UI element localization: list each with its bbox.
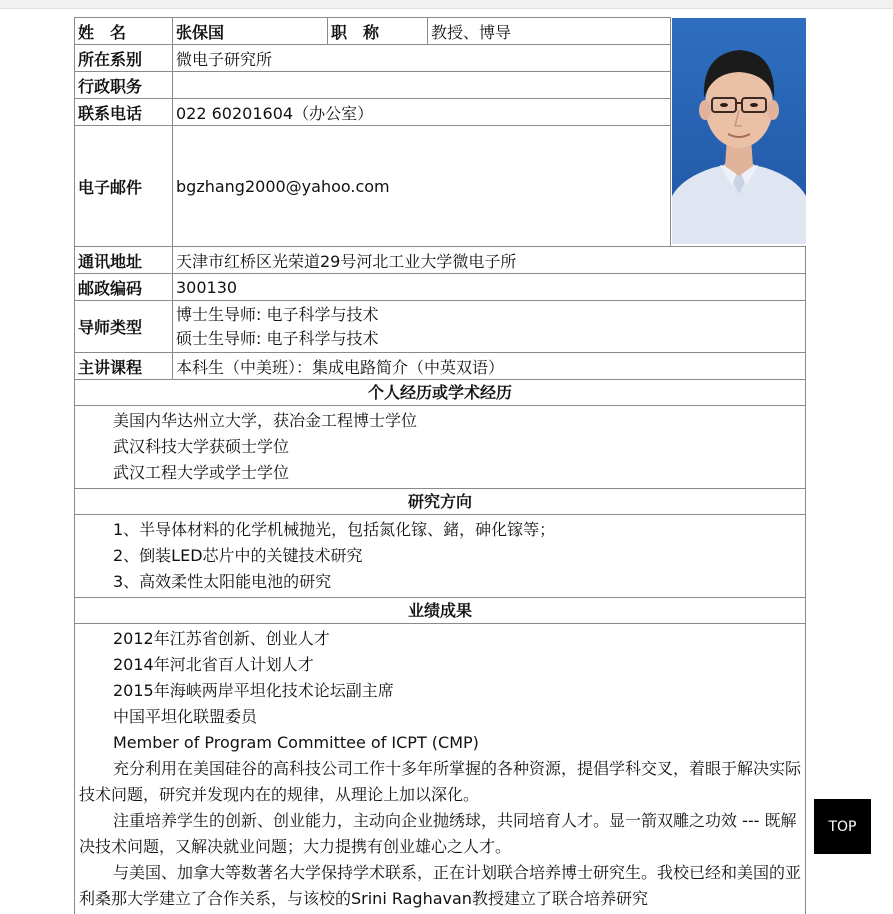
photo-cell [670,17,806,246]
achievements-section-body [75,623,805,914]
achievements-section-title: 业绩成果 [75,597,805,623]
address-value: 天津市红桥区光荣道29号河北工业大学微电子所 [176,251,517,271]
research-item: 3、高效柔性太阳能电池的研究 [113,572,332,591]
achievement-paragraph: 注重培养学生的创新、创业能力，主动向企业抛绣球，共同培育人才。显一箭双雕之功效 --- 既解决技术问题，又解决就业问题；大力提携有创业雄心之人才。 [79,811,797,856]
top-bar [0,0,893,9]
phone-row [75,98,670,125]
address-row [75,246,805,273]
achievement-item: 中国平坦化联盟委员 [113,707,258,726]
dept-label: 所在系别 [75,45,173,71]
profile-table-top [75,17,805,246]
history-section-body [75,405,805,488]
research-section-body [75,514,805,597]
admin-label: 行政职务 [75,72,173,98]
admin-row [75,71,670,98]
advisor-value-master: 硕士生导师: 电子科学与技术 [176,328,379,348]
research-item: 1、半导体材料的化学机械抛光，包括氮化镓、鍺，砷化镓等； [113,520,556,539]
title-label: 职 称 [328,18,428,44]
courses-value: 本科生（中美班）：集成电路简介（中英双语） [176,357,505,377]
admin-value [173,72,176,98]
address-label: 通讯地址 [75,247,173,273]
history-item: 武汉科技大学获硕士学位 [113,437,290,456]
dept-row [75,44,670,71]
achievement-item: 2015年海峡两岸平坦化技术论坛副主席 [113,681,394,700]
profile-document [74,17,806,914]
advisor-row [75,300,805,352]
history-item: 美国内华达州立大学，获冶金工程博士学位 [113,411,418,430]
email-row [75,125,670,246]
achievement-paragraph: 充分利用在美国硅谷的高科技公司工作十多年所掌握的各种资源，提倡学科交叉，着眼于解决实际技术问题，研究并发现内在的规律，从理论上加以深化。 [79,759,802,804]
achievement-item: 2014年河北省百人计划人才 [113,655,314,674]
history-section-title: 个人经历或学术经历 [75,379,805,405]
postcode-value: 300130 [176,277,238,297]
phone-label: 联系电话 [75,99,173,125]
postcode-row [75,273,805,300]
advisor-value-phd: 博士生导师: 电子科学与技术 [176,304,379,324]
achievement-item: Member of Program Committee of ICPT (CMP) [113,733,479,752]
research-item: 2、倒装LED芯片中的关键技术研究 [113,546,363,565]
advisor-label: 导师类型 [75,301,173,352]
courses-row [75,352,805,379]
courses-label: 主讲课程 [75,353,173,379]
dept-value: 微电子研究所 [176,49,273,69]
phone-value: 022 60201604（办公室） [176,103,374,123]
research-section-title: 研究方向 [75,488,805,514]
name-row [75,17,670,44]
advisor-values [173,301,378,352]
achievement-paragraph: 与美国、加拿大等数著名大学保持学术联系，正在计划联合培养博士研究生。我校已经和美国的亚利桑那大学建立了合作关系，与该校的Srini Raghavan教授建立了联合培养研究 [79,863,802,908]
postcode-label: 邮政编码 [75,274,173,300]
name-value: 张保国 [173,18,328,44]
title-value: 教授、博导 [431,22,512,42]
email-label: 电子邮件 [75,126,173,246]
achievement-item: 2012年江苏省创新、创业人才 [113,629,330,648]
name-label: 姓 名 [75,18,173,44]
history-item: 武汉工程大学或学士学位 [113,463,290,482]
email-value[interactable]: bgzhang2000@yahoo.com [176,176,390,196]
portrait-illustration [672,18,806,244]
portrait-photo [672,18,806,244]
back-to-top-button[interactable]: TOP [814,799,871,854]
